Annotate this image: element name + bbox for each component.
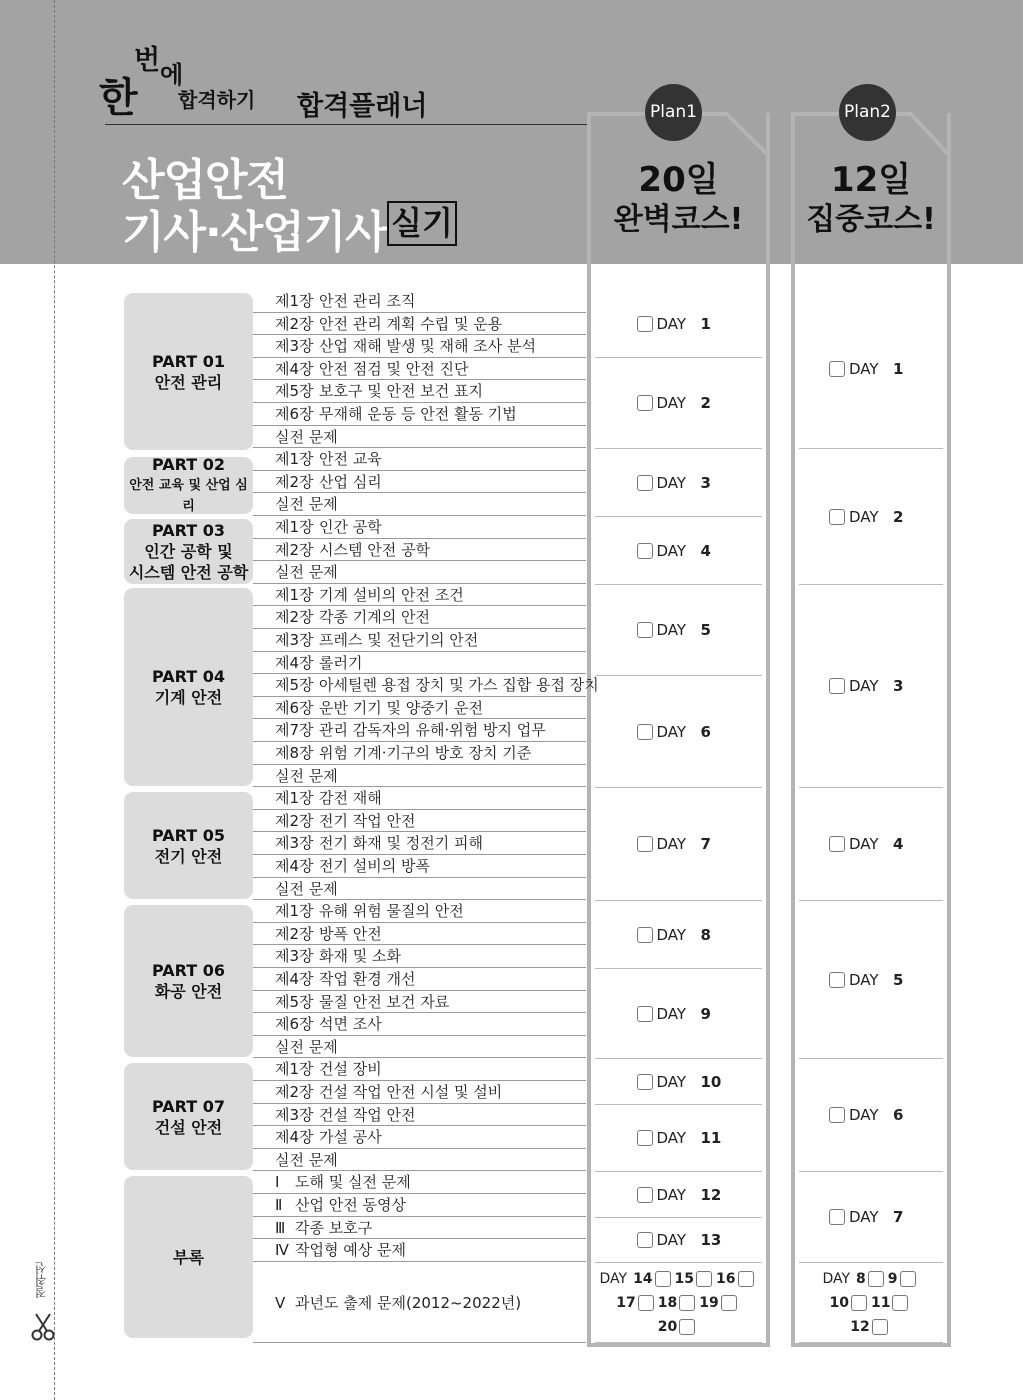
chapter-title: 관리 감독자의 유해·위험 방지 업무 bbox=[319, 721, 546, 740]
chapter-title: 실전 문제 bbox=[275, 427, 338, 446]
chapter-row bbox=[253, 855, 586, 878]
part-box-01: PART 01 안전 관리 bbox=[124, 293, 253, 450]
day-checkbox[interactable] bbox=[637, 543, 653, 559]
part-box-03: PART 03 인간 공학 및 시스템 안전 공학 bbox=[124, 519, 253, 584]
chapter-title: 운반 기기 및 양중기 운전 bbox=[319, 698, 483, 717]
chapter-number: 제1장 bbox=[275, 518, 314, 536]
chapter-title: 실전 문제 bbox=[275, 879, 338, 898]
chapter-title: 롤러기 bbox=[319, 653, 363, 672]
day-number: 10 bbox=[700, 1072, 722, 1091]
day-number: 12 bbox=[850, 1318, 870, 1335]
day-number: 11 bbox=[871, 1294, 891, 1311]
day-checkbox[interactable] bbox=[721, 1295, 737, 1311]
chapter-title: 전기 작업 안전 bbox=[319, 811, 416, 830]
day-checkbox[interactable] bbox=[872, 1319, 888, 1335]
day-cell bbox=[799, 449, 943, 585]
chapter-number: Ⅰ bbox=[275, 1173, 280, 1192]
chapter-row bbox=[253, 1036, 586, 1059]
chapter-row bbox=[253, 991, 586, 1014]
book-title-line1: 산업안전 bbox=[122, 155, 289, 206]
chapter-row bbox=[253, 968, 586, 991]
chapter-number: Ⅱ bbox=[275, 1196, 283, 1214]
chapter-row bbox=[253, 832, 586, 855]
day-cell bbox=[595, 517, 762, 585]
chapter-title: 전기 설비의 방폭 bbox=[319, 857, 430, 875]
chapter-row bbox=[253, 1104, 586, 1127]
day-label: DAY bbox=[656, 1185, 687, 1204]
day-checkbox[interactable] bbox=[679, 1295, 695, 1311]
day-label: DAY bbox=[656, 473, 687, 492]
day-label: DAY bbox=[849, 1106, 879, 1124]
chapter-number: 제4장 bbox=[275, 653, 314, 672]
chapter-number: 제2장 bbox=[275, 472, 314, 491]
day-number: 10 bbox=[829, 1294, 849, 1311]
day-checkbox[interactable] bbox=[638, 1295, 654, 1311]
chapter-row bbox=[253, 697, 586, 720]
day-number: 19 bbox=[699, 1294, 719, 1311]
chapter-row bbox=[253, 1126, 586, 1149]
chapter-title: 위험 기계·기구의 방호 장치 기준 bbox=[319, 744, 532, 762]
chapter-row bbox=[253, 606, 586, 629]
chapter-number: 제6장 bbox=[275, 1015, 314, 1034]
day-number: 6 bbox=[700, 722, 711, 741]
day-row bbox=[658, 1315, 699, 1339]
chapter-title: 인간 공학 bbox=[319, 518, 382, 536]
chapter-number: 제3장 bbox=[275, 834, 314, 853]
chapter-row bbox=[253, 787, 586, 810]
practical-badge: 실기 bbox=[387, 201, 457, 246]
day-checkbox[interactable] bbox=[637, 1232, 653, 1248]
chapter-title: 작업 환경 개선 bbox=[319, 970, 416, 988]
day-checkbox[interactable] bbox=[829, 361, 845, 377]
chapter-number: 제4장 bbox=[275, 359, 314, 378]
part-box-05: PART 05 전기 안전 bbox=[124, 792, 253, 899]
chapter-title: 안전 점검 및 안전 진단 bbox=[319, 359, 469, 378]
chapter-row bbox=[253, 358, 586, 381]
chapter-title: 안전 관리 조직 bbox=[319, 292, 416, 310]
logo-char-1: 한 bbox=[99, 75, 138, 121]
chapter-row bbox=[253, 448, 586, 471]
day-number: 5 bbox=[700, 621, 711, 639]
chapter-row bbox=[253, 1239, 586, 1262]
chapter-number: 제3장 bbox=[275, 947, 314, 966]
chapter-number: 제1장 bbox=[275, 1060, 314, 1079]
chapter-title: 안전 관리 계획 수립 및 운용 bbox=[319, 314, 503, 333]
day-label: DAY bbox=[849, 1208, 879, 1226]
day-number: 12 bbox=[700, 1185, 722, 1204]
chapter-number: 제2장 bbox=[275, 811, 314, 830]
day-cell bbox=[595, 290, 762, 358]
chapter-title: 실전 문제 bbox=[275, 495, 338, 514]
chapter-title: 작업형 예상 문제 bbox=[295, 1241, 406, 1260]
day-number: 6 bbox=[893, 1106, 904, 1124]
day-cell bbox=[799, 290, 943, 449]
chapter-title: 가설 공사 bbox=[319, 1128, 382, 1147]
day-cell bbox=[595, 901, 762, 969]
chapter-number: 제6장 bbox=[275, 405, 314, 423]
chapter-number: 제5장 bbox=[275, 992, 314, 1011]
chapter-title: 건설 장비 bbox=[319, 1060, 382, 1079]
chapter-title: 산업 안전 동영상 bbox=[295, 1196, 406, 1214]
chapter-row bbox=[253, 878, 586, 901]
day-cell bbox=[799, 901, 943, 1059]
chapter-number: 제2장 bbox=[275, 924, 314, 943]
day-cell bbox=[595, 1172, 762, 1218]
logo-char-2: 번 bbox=[134, 45, 161, 76]
day-number: 2 bbox=[700, 394, 711, 412]
chapter-title: 화재 및 소화 bbox=[319, 947, 401, 966]
chapter-number: 제2장 bbox=[275, 314, 314, 333]
day-cell bbox=[595, 788, 762, 901]
day-number: 16 bbox=[716, 1270, 736, 1287]
day-checkbox[interactable] bbox=[696, 1271, 712, 1287]
chapter-row bbox=[253, 1171, 586, 1194]
chapter-number: 제1장 bbox=[275, 585, 314, 604]
chapter-number: 제2장 bbox=[275, 608, 314, 627]
chapter-row bbox=[253, 945, 586, 968]
chapter-number: 제1장 bbox=[275, 789, 314, 808]
day-label: DAY bbox=[849, 970, 879, 989]
day-cell bbox=[595, 969, 762, 1059]
day-label: DAY bbox=[656, 835, 687, 853]
day-label: DAY bbox=[822, 1270, 851, 1287]
chapter-row bbox=[253, 1263, 586, 1343]
day-number: 7 bbox=[893, 1208, 904, 1226]
day-checkbox[interactable] bbox=[679, 1319, 695, 1335]
day-label: DAY bbox=[849, 507, 879, 526]
part-box-02: PART 02 안전 교육 및 산업 심리 bbox=[124, 457, 253, 514]
plan1-heading bbox=[591, 160, 766, 240]
chapter-row bbox=[253, 900, 586, 923]
day-number: 9 bbox=[887, 1270, 898, 1287]
day-cell bbox=[799, 1172, 943, 1263]
day-checkbox[interactable] bbox=[637, 395, 653, 411]
chapter-row bbox=[253, 584, 586, 607]
day-label: DAY bbox=[656, 1231, 687, 1249]
day-number: 11 bbox=[700, 1129, 722, 1147]
chapter-row bbox=[253, 313, 586, 336]
day-checkbox[interactable] bbox=[637, 316, 653, 332]
chapter-title: 보호구 및 안전 보건 표지 bbox=[319, 382, 483, 401]
chapter-row bbox=[253, 810, 586, 833]
day-row bbox=[822, 1267, 919, 1291]
chapter-title: 실전 문제 bbox=[275, 1150, 338, 1169]
chapter-row bbox=[253, 1081, 586, 1104]
plan2-name: 집중코스! bbox=[806, 202, 936, 237]
chapter-number: 제5장 bbox=[275, 382, 314, 401]
chapter-title: 시스템 안전 공학 bbox=[319, 540, 430, 559]
chapter-title: 건설 작업 안전 시설 및 설비 bbox=[319, 1083, 503, 1101]
day-number: 1 bbox=[893, 360, 904, 378]
chapter-title: 전기 화재 및 정전기 피해 bbox=[319, 834, 483, 853]
chapter-row bbox=[253, 742, 586, 765]
chapter-title: 아세틸렌 용접 장치 및 가스 집합 용접 장치 bbox=[319, 676, 599, 695]
day-label: DAY bbox=[656, 925, 687, 944]
chapter-title: 건설 작업 안전 bbox=[319, 1105, 416, 1124]
part-box-04: PART 04 기계 안전 bbox=[124, 588, 253, 786]
day-checkbox[interactable] bbox=[637, 1130, 653, 1146]
chapter-title: 과년도 출제 문제(2012~2022년) bbox=[295, 1294, 522, 1312]
day-checkbox[interactable] bbox=[738, 1271, 754, 1287]
day-cell-multi bbox=[799, 1263, 943, 1343]
day-checkbox[interactable] bbox=[829, 678, 845, 694]
day-cell bbox=[595, 1059, 762, 1105]
day-cell bbox=[799, 1059, 943, 1172]
logo-subtext: 합격하기 bbox=[178, 88, 256, 112]
chapter-title: 기계 설비의 안전 조건 bbox=[319, 585, 464, 604]
chapter-title: 산업 재해 발생 및 재해 조사 분석 bbox=[319, 337, 536, 356]
day-label: DAY bbox=[849, 677, 879, 695]
chapter-number: 제3장 bbox=[275, 631, 314, 649]
title-rule bbox=[105, 124, 587, 125]
day-row bbox=[599, 1267, 757, 1291]
day-number: 13 bbox=[700, 1231, 722, 1249]
chapter-row bbox=[253, 1217, 586, 1240]
chapter-number: 제4장 bbox=[275, 1128, 314, 1147]
day-checkbox[interactable] bbox=[637, 1074, 653, 1090]
day-label: DAY bbox=[656, 1129, 687, 1147]
day-number: 18 bbox=[657, 1294, 678, 1311]
chapter-row bbox=[253, 1058, 586, 1081]
day-label: DAY bbox=[656, 722, 687, 741]
day-label: DAY bbox=[656, 1004, 687, 1023]
day-checkbox[interactable] bbox=[637, 927, 653, 943]
chapter-title: 실전 문제 bbox=[275, 1037, 338, 1056]
day-number: 4 bbox=[700, 541, 711, 560]
book-title-line2: 기사·산업기사 bbox=[122, 207, 387, 258]
day-number: 8 bbox=[856, 1270, 866, 1287]
day-checkbox[interactable] bbox=[900, 1271, 916, 1287]
day-number: 15 bbox=[674, 1270, 695, 1287]
day-row bbox=[850, 1315, 891, 1339]
chapter-number: 제3장 bbox=[275, 1105, 314, 1124]
plan1-name: 완벽코스! bbox=[613, 202, 744, 237]
chapter-title: 석면 조사 bbox=[319, 1015, 382, 1034]
chapter-row bbox=[253, 516, 586, 539]
day-checkbox[interactable] bbox=[829, 972, 845, 988]
day-checkbox[interactable] bbox=[892, 1295, 908, 1311]
day-label: DAY bbox=[656, 314, 687, 333]
chapter-title: 산업 심리 bbox=[319, 472, 382, 491]
chapter-row bbox=[253, 290, 586, 313]
chapter-title: 유해 위험 물질의 안전 bbox=[319, 902, 464, 921]
day-number: 5 bbox=[893, 970, 904, 989]
plan1-days: 20일 bbox=[638, 160, 719, 200]
chapter-title: 감전 재해 bbox=[319, 789, 382, 808]
day-cell bbox=[799, 585, 943, 788]
chapter-row bbox=[253, 426, 586, 449]
chapter-row bbox=[253, 1194, 586, 1217]
chapter-number: 제5장 bbox=[275, 676, 314, 695]
day-cell bbox=[595, 676, 762, 788]
day-cell-multi bbox=[595, 1263, 762, 1343]
plan2-badge: Plan2 bbox=[839, 84, 896, 141]
chapter-row bbox=[253, 403, 586, 426]
chapter-number: 제8장 bbox=[275, 744, 314, 762]
day-number: 4 bbox=[893, 835, 904, 853]
plan2-heading bbox=[795, 160, 947, 240]
chapter-title: 도해 및 실전 문제 bbox=[295, 1173, 411, 1192]
chapter-number: 제2장 bbox=[275, 540, 314, 559]
day-cell bbox=[595, 1218, 762, 1263]
chapter-row bbox=[253, 674, 599, 697]
chapter-row bbox=[253, 765, 586, 788]
day-label: DAY bbox=[656, 541, 687, 560]
chapter-row bbox=[253, 1013, 586, 1036]
day-label: DAY bbox=[849, 835, 879, 853]
chapter-number: 제4장 bbox=[275, 970, 314, 988]
part-box-07: PART 07 건설 안전 bbox=[124, 1063, 253, 1170]
chapter-number: 제3장 bbox=[275, 337, 314, 356]
day-checkbox[interactable] bbox=[868, 1271, 884, 1287]
day-number: 3 bbox=[893, 677, 904, 695]
cut-line-label: 절취선 bbox=[34, 1262, 48, 1298]
chapter-number: 제1장 bbox=[275, 292, 314, 310]
chapter-row bbox=[253, 539, 586, 562]
day-number: 7 bbox=[700, 835, 711, 853]
day-checkbox[interactable] bbox=[851, 1295, 867, 1311]
day-checkbox[interactable] bbox=[637, 724, 653, 740]
chapter-number: 제1장 bbox=[275, 902, 314, 921]
chapter-title: 무재해 운동 등 안전 활동 기법 bbox=[319, 405, 517, 423]
chapter-number: 제4장 bbox=[275, 857, 314, 875]
day-cell bbox=[595, 585, 762, 676]
day-checkbox[interactable] bbox=[655, 1271, 671, 1287]
chapter-number: 제1장 bbox=[275, 450, 314, 469]
day-label: DAY bbox=[656, 621, 687, 639]
chapter-row bbox=[253, 493, 586, 516]
day-checkbox[interactable] bbox=[829, 836, 845, 852]
chapter-row bbox=[253, 1149, 586, 1172]
chapter-number: 제7장 bbox=[275, 721, 314, 740]
day-checkbox[interactable] bbox=[829, 509, 845, 525]
day-label: DAY bbox=[599, 1270, 628, 1287]
part-box-appendix: 부록 bbox=[124, 1176, 253, 1338]
day-label: DAY bbox=[656, 1072, 687, 1091]
day-number: 14 bbox=[633, 1270, 653, 1287]
chapter-number: 제6장 bbox=[275, 698, 314, 717]
chapter-row bbox=[253, 719, 586, 742]
chapter-row bbox=[253, 471, 586, 494]
part-box-06: PART 06 화공 안전 bbox=[124, 905, 253, 1057]
chapter-title: 각종 보호구 bbox=[295, 1218, 373, 1237]
chapter-title: 실전 문제 bbox=[275, 563, 338, 582]
scissors-icon bbox=[30, 1312, 56, 1342]
chapter-number: 제2장 bbox=[275, 1083, 314, 1101]
chapter-row bbox=[253, 335, 586, 358]
logo-char-3: 에 bbox=[160, 61, 184, 89]
day-cell bbox=[595, 449, 762, 517]
day-label: DAY bbox=[656, 394, 687, 412]
chapter-number: Ⅴ bbox=[275, 1294, 286, 1312]
day-checkbox[interactable] bbox=[637, 1187, 653, 1203]
chapter-row bbox=[253, 652, 586, 675]
chapter-row bbox=[253, 561, 586, 584]
day-cell bbox=[595, 1105, 762, 1172]
day-number: 20 bbox=[657, 1318, 678, 1335]
day-checkbox[interactable] bbox=[637, 475, 653, 491]
day-cell bbox=[799, 788, 943, 901]
day-number: 17 bbox=[616, 1294, 636, 1311]
chapter-title: 방폭 안전 bbox=[319, 924, 382, 943]
chapter-title: 프레스 및 전단기의 안전 bbox=[319, 631, 479, 649]
planner-label: 합격플래너 bbox=[297, 91, 428, 122]
day-number: 1 bbox=[700, 314, 711, 333]
day-number: 2 bbox=[893, 507, 904, 526]
day-checkbox[interactable] bbox=[637, 836, 653, 852]
chapter-row bbox=[253, 380, 586, 403]
chapter-title: 물질 안전 보건 자료 bbox=[319, 992, 450, 1011]
day-number: 8 bbox=[700, 925, 711, 944]
chapter-title: 각종 기계의 안전 bbox=[319, 608, 430, 627]
cut-line bbox=[54, 0, 55, 1400]
day-number: 3 bbox=[700, 473, 711, 492]
day-row bbox=[830, 1291, 913, 1315]
chapter-number: Ⅳ bbox=[275, 1241, 289, 1260]
chapter-title: 실전 문제 bbox=[275, 766, 338, 785]
chapter-number: Ⅲ bbox=[275, 1218, 286, 1237]
day-checkbox[interactable] bbox=[637, 1006, 653, 1022]
day-checkbox[interactable] bbox=[829, 1107, 845, 1123]
chapter-row bbox=[253, 629, 586, 652]
day-checkbox[interactable] bbox=[829, 1209, 845, 1225]
day-checkbox[interactable] bbox=[637, 622, 653, 638]
day-row bbox=[616, 1291, 740, 1315]
day-cell bbox=[595, 358, 762, 449]
chapter-row bbox=[253, 923, 586, 946]
day-label: DAY bbox=[849, 360, 879, 378]
chapter-title: 안전 교육 bbox=[319, 450, 382, 469]
day-number: 9 bbox=[700, 1004, 711, 1023]
plan2-days: 12일 bbox=[830, 160, 912, 200]
plan1-badge: Plan1 bbox=[645, 84, 702, 141]
